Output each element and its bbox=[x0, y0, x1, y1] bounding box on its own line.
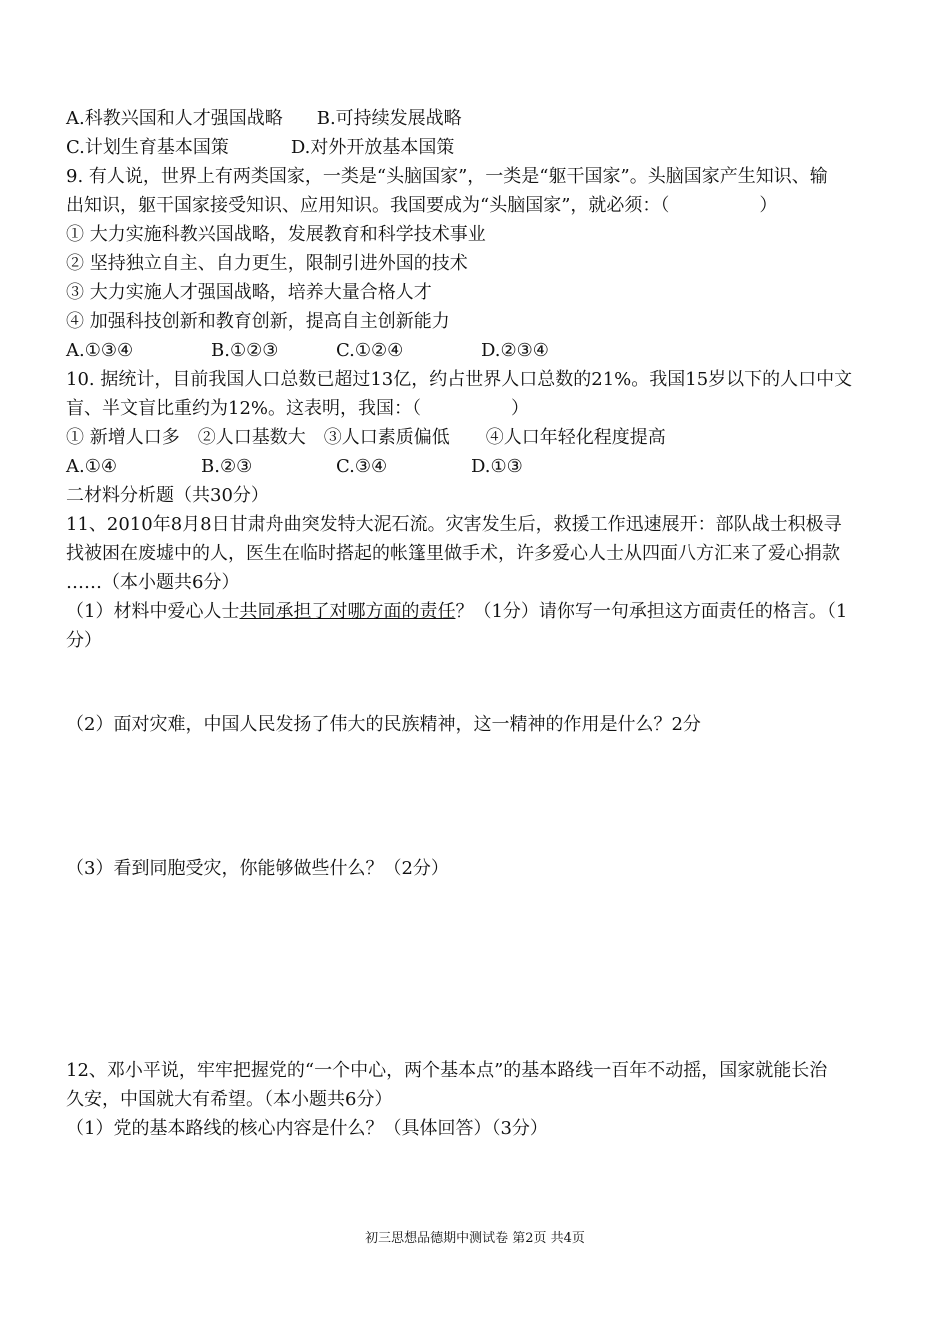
q8-option-c: C.计划生育基本国策 bbox=[66, 137, 229, 158]
q10-stem-line-1: 10. 据统计，目前我国人口总数已超过13亿，约占世界人口总数的21%。我国15岁以下的人口中文 bbox=[66, 369, 853, 390]
q10-option-a: A.①④ bbox=[66, 456, 117, 477]
q11-stem-line-1: 11、2010年8月8日甘肃舟曲突发特大泥石流。灾害发生后，救援工作迅速展开：部队战士积极寻 bbox=[66, 514, 842, 535]
q9-stem-line-1: 9. 有人说，世界上有两类国家，一类是“头脑国家”，一类是“躯干国家”。头脑国家产生知识、输 bbox=[66, 166, 828, 187]
page-footer: 初三思想品德期中测试卷 第2页 共4页 bbox=[365, 1231, 585, 1246]
q10-items: ① 新增人口多 ②人口基数大 ③人口素质偏低 ④人口年轻化程度提高 bbox=[66, 427, 666, 448]
q9-item-1: ① 大力实施科教兴国战略，发展教育和科学技术事业 bbox=[66, 224, 486, 245]
section-title: 二材料分析题（共30分） bbox=[66, 485, 269, 506]
q11-sub1-suffix: ？（1分）请你写一句承担这方面责任的格言。（1 bbox=[455, 601, 848, 622]
q9-stem-line-2: 出知识，躯干国家接受知识、应用知识。我国要成为“头脑国家”，就必须：（ ） bbox=[66, 195, 778, 216]
q11-sub1-prefix: （1）材料中爱心人士 bbox=[66, 601, 240, 622]
q10-option-c: C.③④ bbox=[336, 456, 388, 477]
q8-options-row-1 bbox=[66, 106, 462, 132]
q8-option-b: B.可持续发展战略 bbox=[316, 108, 462, 129]
q9-options bbox=[66, 338, 549, 364]
q11-stem-line-2: 找被困在废墟中的人，医生在临时搭起的帐篷里做手术，许多爱心人士从四面八方汇来了爱心捐款 bbox=[66, 543, 840, 564]
q10-option-d: D.①③ bbox=[471, 456, 523, 477]
q8-options-row-2 bbox=[66, 135, 454, 161]
q10-stem-line-2: 盲、半文盲比重约为12%。这表明，我国：（ ） bbox=[66, 398, 530, 419]
q12-stem-line-1: 12、邓小平说，牢牢把握党的“一个中心，两个基本点”的基本路线一百年不动摇，国家就能长治 bbox=[66, 1060, 828, 1081]
q9-item-4: ④ 加强科技创新和教育创新，提高自主创新能力 bbox=[66, 311, 450, 332]
q12-stem-line-2: 久安，中国就大有希望。（本小题共6分） bbox=[66, 1089, 393, 1110]
q11-stem-line-3: ……（本小题共6分） bbox=[66, 572, 240, 593]
q10-option-b: B.②③ bbox=[201, 456, 253, 477]
q12-subquestion-1: （1）党的基本路线的核心内容是什么？（具体回答）（3分） bbox=[66, 1118, 548, 1139]
q9-option-d: D.②③④ bbox=[481, 340, 549, 361]
q8-option-d: D.对外开放基本国策 bbox=[290, 137, 455, 158]
q8-option-a: A.科教兴国和人才强国战略 bbox=[66, 108, 283, 129]
q9-item-3: ③ 大力实施人才强国战略，培养大量合格人才 bbox=[66, 282, 432, 303]
q11-subquestion-1 bbox=[66, 599, 847, 625]
q9-option-c: C.①②④ bbox=[336, 340, 404, 361]
q11-sub1-underlined: 共同承担了对哪方面的责任 bbox=[239, 601, 456, 622]
q9-option-b: B.①②③ bbox=[211, 340, 279, 361]
q11-subquestion-1-continued: 分） bbox=[66, 630, 102, 651]
q9-item-2: ② 坚持独立自主、自力更生，限制引进外国的技术 bbox=[66, 253, 468, 274]
q11-subquestion-2: （2）面对灾难，中国人民发扬了伟大的民族精神，这一精神的作用是什么？2分 bbox=[66, 714, 701, 735]
q11-subquestion-3: （3）看到同胞受灾，你能够做些什么？（2分） bbox=[66, 858, 449, 879]
q9-option-a: A.①③④ bbox=[66, 340, 134, 361]
q10-options bbox=[66, 454, 523, 480]
